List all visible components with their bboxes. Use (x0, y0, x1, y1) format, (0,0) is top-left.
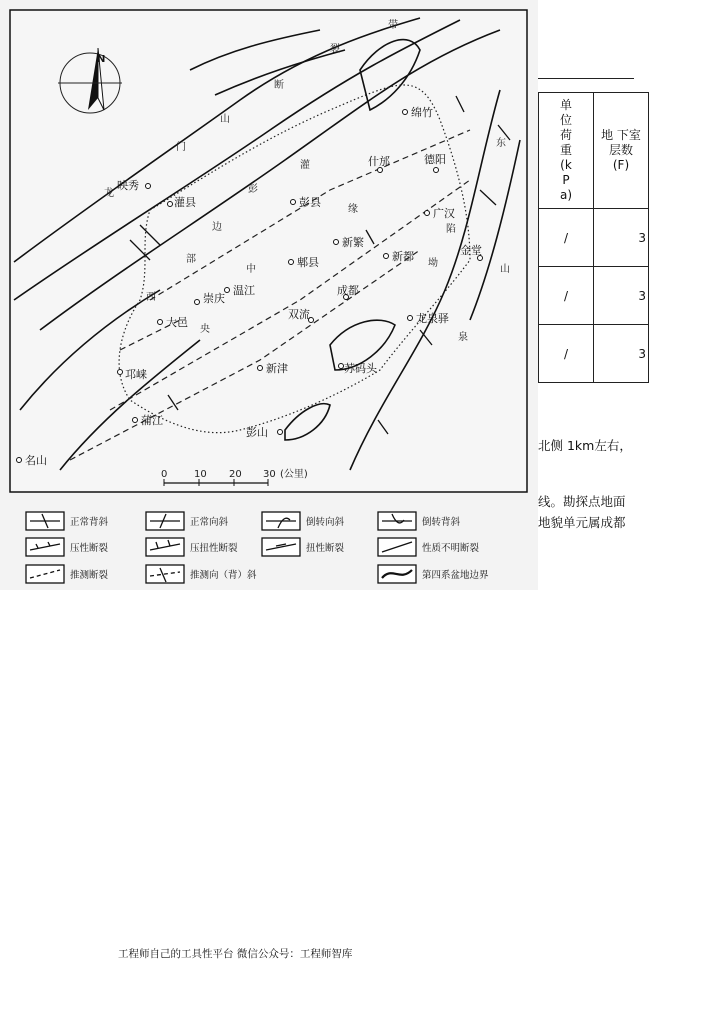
document-rule (538, 78, 634, 79)
table-cell-floors: 3 (594, 325, 649, 383)
compressive-fault-icon (26, 538, 64, 556)
city-label-yingxiu: 映秀 (117, 179, 139, 192)
svg-text:灌: 灌 (300, 160, 310, 171)
svg-text:缘: 缘 (348, 204, 358, 215)
table-header-row (539, 93, 649, 209)
unknown-fault-icon (378, 538, 416, 556)
city-label-mianzhu: 绵竹 (411, 106, 433, 119)
overturned-syncline-icon (262, 512, 300, 530)
city-label-chengdu: 成都 (337, 284, 359, 297)
table-cell-floors: 3 (594, 267, 649, 325)
city-label-deyang: 德阳 (424, 153, 446, 166)
scale-tick: 10 (194, 469, 207, 480)
city-label-longquanyi: 龙泉驿 (416, 312, 449, 325)
overturned-anticline-icon (378, 512, 416, 530)
scale-tick: 0 (161, 469, 168, 480)
scale-tick: 20 (229, 469, 242, 480)
doc-text-fragment: 北侧 1km左右， (538, 438, 632, 453)
svg-text:西: 西 (146, 292, 156, 303)
table-cell-unit: / (539, 209, 594, 267)
table-cell-unit: / (539, 267, 594, 325)
svg-text:央: 央 (200, 324, 210, 335)
city-label-guanghan: 广汉 (433, 207, 455, 220)
map-canvas (0, 0, 538, 590)
table-cell-floors: 3 (594, 209, 649, 267)
shear-fault-icon (262, 538, 300, 556)
city-label-qionglai: 邛崃 (125, 368, 147, 381)
table-row (539, 209, 649, 267)
city-label-guanxian: 灌县 (174, 196, 196, 209)
doc-text-fragment: 地貌单元属成都 (538, 515, 626, 530)
scale-unit: (公里) (280, 469, 308, 480)
svg-text:彭: 彭 (248, 184, 258, 195)
svg-text:山: 山 (220, 114, 230, 125)
svg-text:裂: 裂 (330, 44, 340, 55)
svg-text:部: 部 (186, 254, 196, 265)
city-label-shenfang: 什邡 (368, 155, 390, 168)
header-basement-floors: 地 下室 层数(F) (594, 93, 649, 209)
inferred-fold-icon (146, 565, 184, 583)
svg-text:陷: 陷 (446, 224, 456, 235)
legend-label: 正常背斜 (70, 517, 109, 528)
city-label-wenjiang: 温江 (233, 284, 255, 297)
city-label-suningtou: 苏码头 (344, 362, 377, 375)
syncline-icon (146, 512, 184, 530)
svg-text:带: 带 (388, 20, 398, 31)
legend-label: 第四系盆地边界 (422, 570, 489, 581)
city-label-mingshan: 名山 (25, 454, 47, 467)
scale-tick: 30 (263, 469, 276, 480)
tectonic-map-figure (0, 0, 538, 590)
svg-text:坳: 坳 (428, 258, 438, 269)
svg-text:东: 东 (496, 138, 506, 149)
header-unit-load: 单位荷重(kPa) (539, 93, 594, 209)
city-label-pengxian: 彭县 (299, 196, 321, 209)
table-row (539, 325, 649, 383)
svg-text:龙: 龙 (104, 188, 114, 199)
page-footer: 工程师自己的工具性平台 微信公众号：工程师智库 (118, 948, 353, 960)
compressive-shear-fault-icon (146, 538, 184, 556)
city-label-chongqing: 崇庆 (203, 292, 225, 305)
legend-label: 压扭性断裂 (190, 543, 238, 554)
city-label-pixian: 郫县 (297, 256, 319, 269)
inferred-fault-icon (26, 565, 64, 583)
svg-text:边: 边 (212, 222, 222, 233)
table-cell-unit: / (539, 325, 594, 383)
svg-text:泉: 泉 (458, 332, 468, 343)
legend-label: 推测向（背）斜 (190, 570, 257, 581)
svg-text:山: 山 (500, 264, 510, 275)
city-label-xinjin: 新津 (266, 362, 288, 375)
city-label-pengshan: 彭山 (246, 426, 268, 439)
legend-label: 压性断裂 (70, 543, 109, 554)
anticline-icon (26, 512, 64, 530)
legend-label: 正常向斜 (190, 517, 229, 528)
svg-text:中: 中 (246, 264, 256, 275)
legend-label: 倒转向斜 (306, 517, 345, 528)
table-row (539, 267, 649, 325)
legend-label: 扭性断裂 (306, 543, 345, 554)
city-label-xinfan: 新繁 (342, 236, 364, 249)
doc-text-fragment: 线。勘探点地面 (538, 494, 626, 509)
svg-text:断: 断 (274, 80, 284, 91)
legend-label: 倒转背斜 (422, 517, 461, 528)
city-label-dayi: 大邑 (166, 316, 188, 329)
load-table (538, 92, 649, 383)
compass-north-label: N (97, 54, 106, 65)
city-label-xindu: 新都 (392, 250, 414, 263)
city-label-pujiang: 蒲江 (141, 414, 163, 427)
city-label-jintang: 金堂 (460, 244, 482, 257)
legend-label: 推测断裂 (70, 570, 109, 581)
svg-text:门: 门 (176, 142, 186, 153)
legend-label: 性质不明断裂 (422, 543, 480, 554)
city-label-shuangliu: 双流 (288, 308, 310, 321)
quaternary-basin-boundary-icon (378, 565, 416, 583)
